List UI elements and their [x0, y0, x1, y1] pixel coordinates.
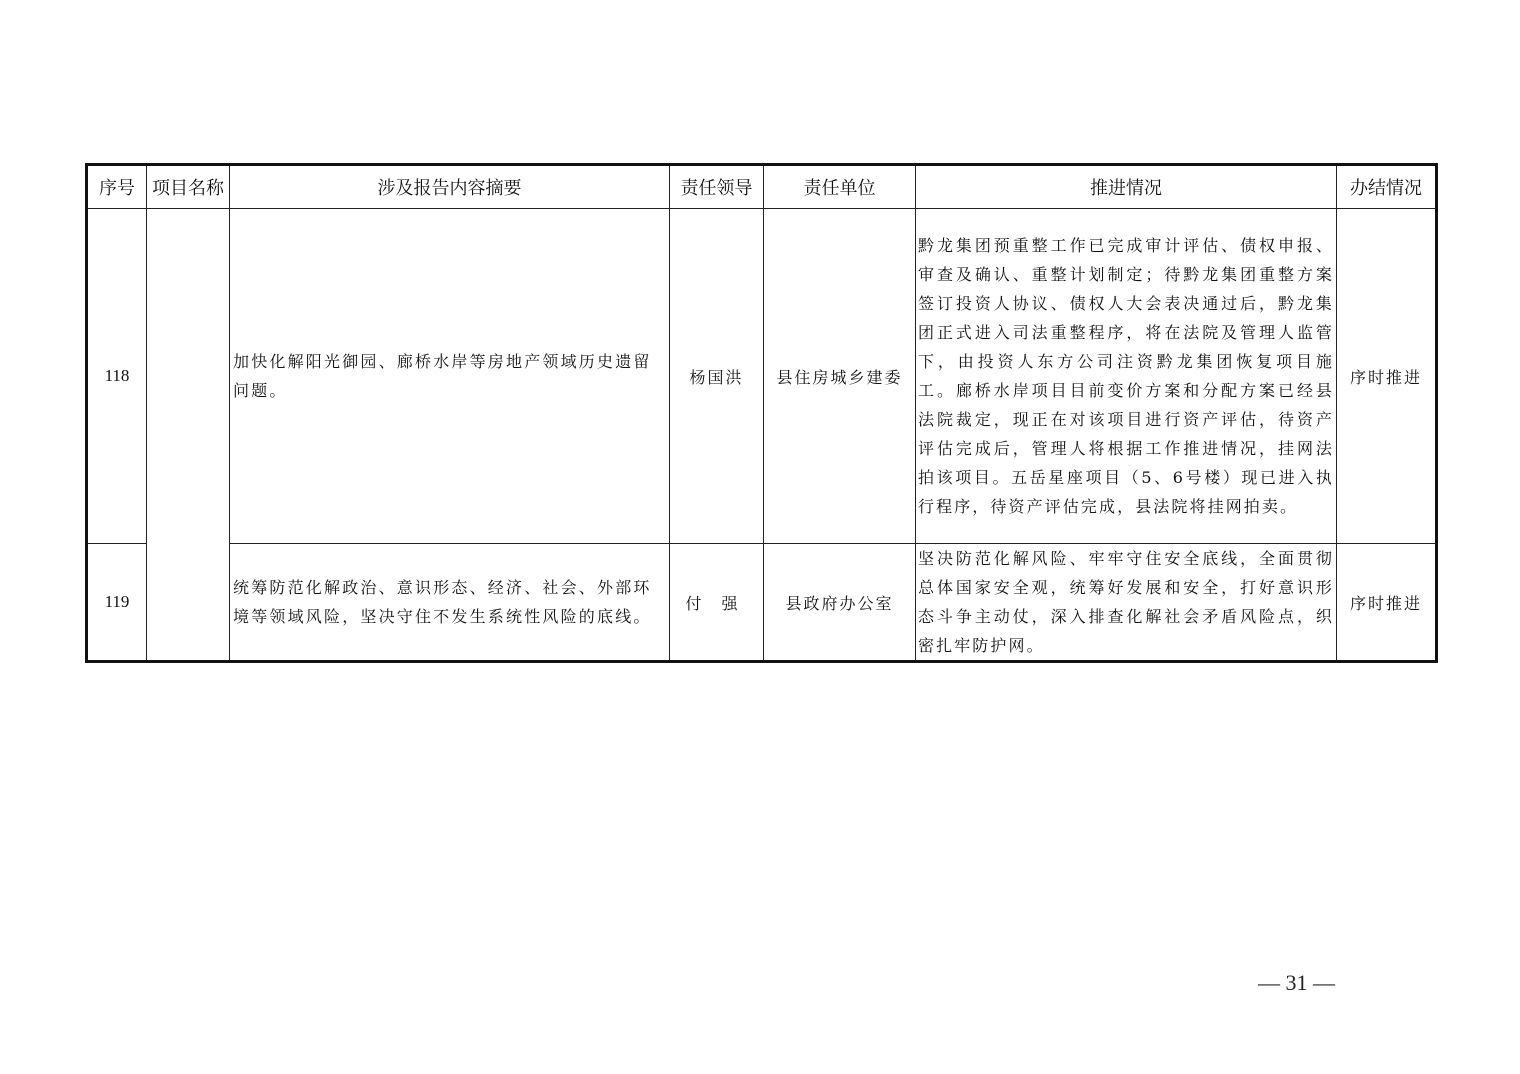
row-progress: 坚决防范化解风险、牢牢守住安全底线，全面贯彻总体国家安全观，统筹好发展和安全，打好意识形态斗争主动仗，深入排查化解社会矛盾风险点，织密扎牢防护网。: [916, 544, 1337, 662]
header-progress: 推进情况: [916, 165, 1337, 209]
row-summary: 加快化解阳光御园、廊桥水岸等房地产领域历史遗留问题。: [230, 209, 670, 544]
header-leader: 责任领导: [670, 165, 764, 209]
header-project-name: 项目名称: [147, 165, 230, 209]
table-header-row: [87, 165, 1437, 209]
header-summary: 涉及报告内容摘要: [230, 165, 670, 209]
row-summary: 统筹防范化解政治、意识形态、经济、社会、外部环境等领域风险，坚决守住不发生系统性风险的底线。: [230, 544, 670, 662]
table-row: [87, 544, 1437, 662]
row-status: 序时推进: [1337, 544, 1437, 662]
row-number: 118: [87, 209, 147, 544]
header-unit: 责任单位: [764, 165, 916, 209]
header-number: 序号: [87, 165, 147, 209]
row-unit: 县住房城乡建委: [764, 209, 916, 544]
row-status: 序时推进: [1337, 209, 1437, 544]
row-unit: 县政府办公室: [764, 544, 916, 662]
project-table: [85, 163, 1438, 663]
table-row: [87, 209, 1437, 544]
row-leader: 付强: [670, 544, 764, 662]
row-progress: 黔龙集团预重整工作已完成审计评估、债权申报、审查及确认、重整计划制定；待黔龙集团重整方案签订投资人协议、债权人大会表决通过后，黔龙集团正式进入司法重整程序，将在法院及管理人监管下，由投资人东方公司注资黔龙集团恢复项目施工。廊桥水岸项目目前变价方案和分配方案已经县法院裁定，现正在对该项目进行资产评估，待资产评估完成后，管理人将根据工作推进情况，挂网法拍该项目。五岳星座项目（5、6号楼）现已进入执行程序，待资产评估完成，县法院将挂网拍卖。: [916, 209, 1337, 544]
header-status: 办结情况: [1337, 165, 1437, 209]
page-number: — 31 —: [1258, 970, 1335, 995]
row-number: 119: [87, 544, 147, 662]
row-leader: 杨国洪: [670, 209, 764, 544]
project-name-cell: [147, 209, 230, 662]
